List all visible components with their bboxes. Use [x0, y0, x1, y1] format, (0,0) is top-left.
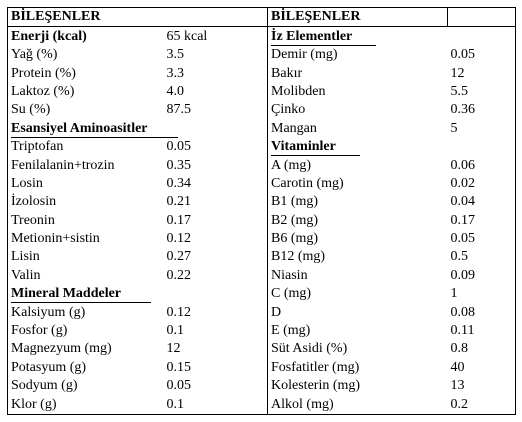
- right-component-label: Süt Asidi (%): [268, 340, 448, 358]
- right-component-value: 13: [448, 377, 516, 395]
- right-component-value: 0.06: [448, 156, 516, 174]
- right-component-label: Mangan: [268, 119, 448, 137]
- left-component-label: Potasyum (g): [8, 358, 164, 376]
- left-component-label: Yağ (%): [8, 46, 164, 64]
- section-heading-text: Vitaminler: [271, 138, 360, 156]
- table-row: [8, 395, 516, 414]
- section-heading-text: Esansiyel Aminoasitler: [11, 120, 178, 138]
- left-component-value: 0.12: [166, 231, 191, 247]
- left-component-value: 12: [166, 341, 181, 357]
- left-component-value: 65 kcal: [166, 28, 208, 44]
- right-component-value: 1: [448, 285, 516, 303]
- right-component-value: 0.04: [448, 193, 516, 211]
- left-component-label: Laktoz (%): [8, 83, 164, 101]
- left-component-value: 0.05: [166, 378, 191, 394]
- right-component-value: 0.2: [448, 395, 516, 414]
- right-component-value: 0.36: [448, 101, 516, 119]
- right-component-label: D: [268, 303, 448, 321]
- table-row: [8, 248, 516, 266]
- section-heading-left: [8, 285, 268, 303]
- section-heading-text: Mineral Maddeler: [11, 285, 151, 303]
- right-component-value: 0.02: [448, 175, 516, 193]
- left-component-label: Fosfor (g): [8, 322, 164, 340]
- table-row: [8, 46, 516, 64]
- left-component-label: Treonin: [8, 211, 164, 229]
- right-component-value: 0.11: [448, 322, 516, 340]
- table-row: [8, 101, 516, 119]
- table-row: [8, 230, 516, 248]
- left-component-value: 0.15: [166, 359, 191, 375]
- section-heading-text: İz Elementler: [271, 28, 376, 46]
- table-row: [8, 175, 516, 193]
- table-body: [8, 8, 516, 415]
- section-heading-right: [268, 138, 516, 156]
- right-component-label: Alkol (mg): [268, 395, 448, 414]
- right-component-label: Carotin (mg): [268, 175, 448, 193]
- table-row: [8, 64, 516, 82]
- right-component-value: 0.5: [448, 248, 516, 266]
- left-component-label: Sodyum (g): [8, 377, 164, 395]
- left-component-label: Protein (%): [8, 64, 164, 82]
- left-component-value: 4.0: [166, 83, 184, 99]
- right-column-header: BİLEŞENLER: [268, 8, 448, 27]
- right-component-label: B2 (mg): [268, 211, 448, 229]
- left-component-value: 0.1: [166, 323, 184, 339]
- left-component-value: 87.5: [166, 102, 191, 118]
- table-row: [8, 211, 516, 229]
- left-component-value: 0.05: [166, 139, 191, 155]
- left-component-label: Metionin+sistin: [8, 230, 164, 248]
- left-component-value: 0.17: [166, 212, 191, 228]
- left-component-value: 0.27: [166, 249, 191, 265]
- left-component-value: 3.3: [166, 65, 184, 81]
- right-column-header-blank: [448, 8, 516, 27]
- right-component-label: Niasin: [268, 266, 448, 284]
- left-component-value: 0.12: [166, 304, 191, 320]
- left-component-label: Kalsiyum (g): [8, 303, 164, 321]
- left-component-value: 0.34: [166, 175, 191, 191]
- right-component-value: 0.09: [448, 266, 516, 284]
- table-row: [8, 322, 516, 340]
- left-component-label: İzolosin: [8, 193, 164, 211]
- right-component-value: 0.05: [448, 230, 516, 248]
- right-component-label: Çinko: [268, 101, 448, 119]
- left-component-label: Fenilalanin+trozin: [8, 156, 164, 174]
- right-component-label: Kolesterin (mg): [268, 377, 448, 395]
- section-heading-right: [268, 27, 516, 46]
- left-component-value: 0.21: [166, 194, 191, 210]
- right-component-label: B6 (mg): [268, 230, 448, 248]
- right-component-label: A (mg): [268, 156, 448, 174]
- left-component-label: Lisin: [8, 248, 164, 266]
- left-component-value: 0.22: [166, 267, 191, 283]
- right-component-value: 5.5: [448, 83, 516, 101]
- right-component-label: Fosfatitler (mg): [268, 358, 448, 376]
- right-component-label: Molibden: [268, 83, 448, 101]
- right-component-value: 0.05: [448, 46, 516, 64]
- table-row: [8, 156, 516, 174]
- table-row: [8, 285, 516, 303]
- table-row: [8, 266, 516, 284]
- left-component-label: Magnezyum (mg): [8, 340, 164, 358]
- right-component-label: C (mg): [268, 285, 448, 303]
- right-component-value: 12: [448, 64, 516, 82]
- right-component-value: 0.08: [448, 303, 516, 321]
- table-row: [8, 303, 516, 321]
- left-component-label: Losin: [8, 175, 164, 193]
- left-component-value: 0.35: [166, 157, 191, 173]
- left-component-label: Enerji (kcal): [8, 27, 164, 46]
- right-component-label: B12 (mg): [268, 248, 448, 266]
- table-row: [8, 138, 516, 156]
- left-component-label: Klor (g): [8, 395, 164, 414]
- right-component-value: 0.17: [448, 211, 516, 229]
- section-heading-left: [8, 119, 268, 137]
- left-component-value: 3.5: [166, 47, 184, 63]
- right-component-value: 0.8: [448, 340, 516, 358]
- right-component-label: Bakır: [268, 64, 448, 82]
- table-row: [8, 27, 516, 46]
- left-column-header: BİLEŞENLER: [8, 8, 268, 27]
- right-component-label: B1 (mg): [268, 193, 448, 211]
- right-component-value: 40: [448, 358, 516, 376]
- table-header-row: [8, 8, 516, 27]
- table-row: [8, 193, 516, 211]
- table-row: [8, 119, 516, 137]
- right-component-label: Demir (mg): [268, 46, 448, 64]
- left-component-label: Triptofan: [8, 138, 164, 156]
- table-row: [8, 358, 516, 376]
- table-row: [8, 377, 516, 395]
- composition-table: [7, 7, 516, 415]
- left-component-label: Su (%): [8, 101, 164, 119]
- right-component-label: E (mg): [268, 322, 448, 340]
- table-row: [8, 340, 516, 358]
- left-component-label: Valin: [8, 266, 164, 284]
- table-row: [8, 83, 516, 101]
- right-component-value: 5: [448, 119, 516, 137]
- left-component-value: 0.1: [164, 395, 268, 414]
